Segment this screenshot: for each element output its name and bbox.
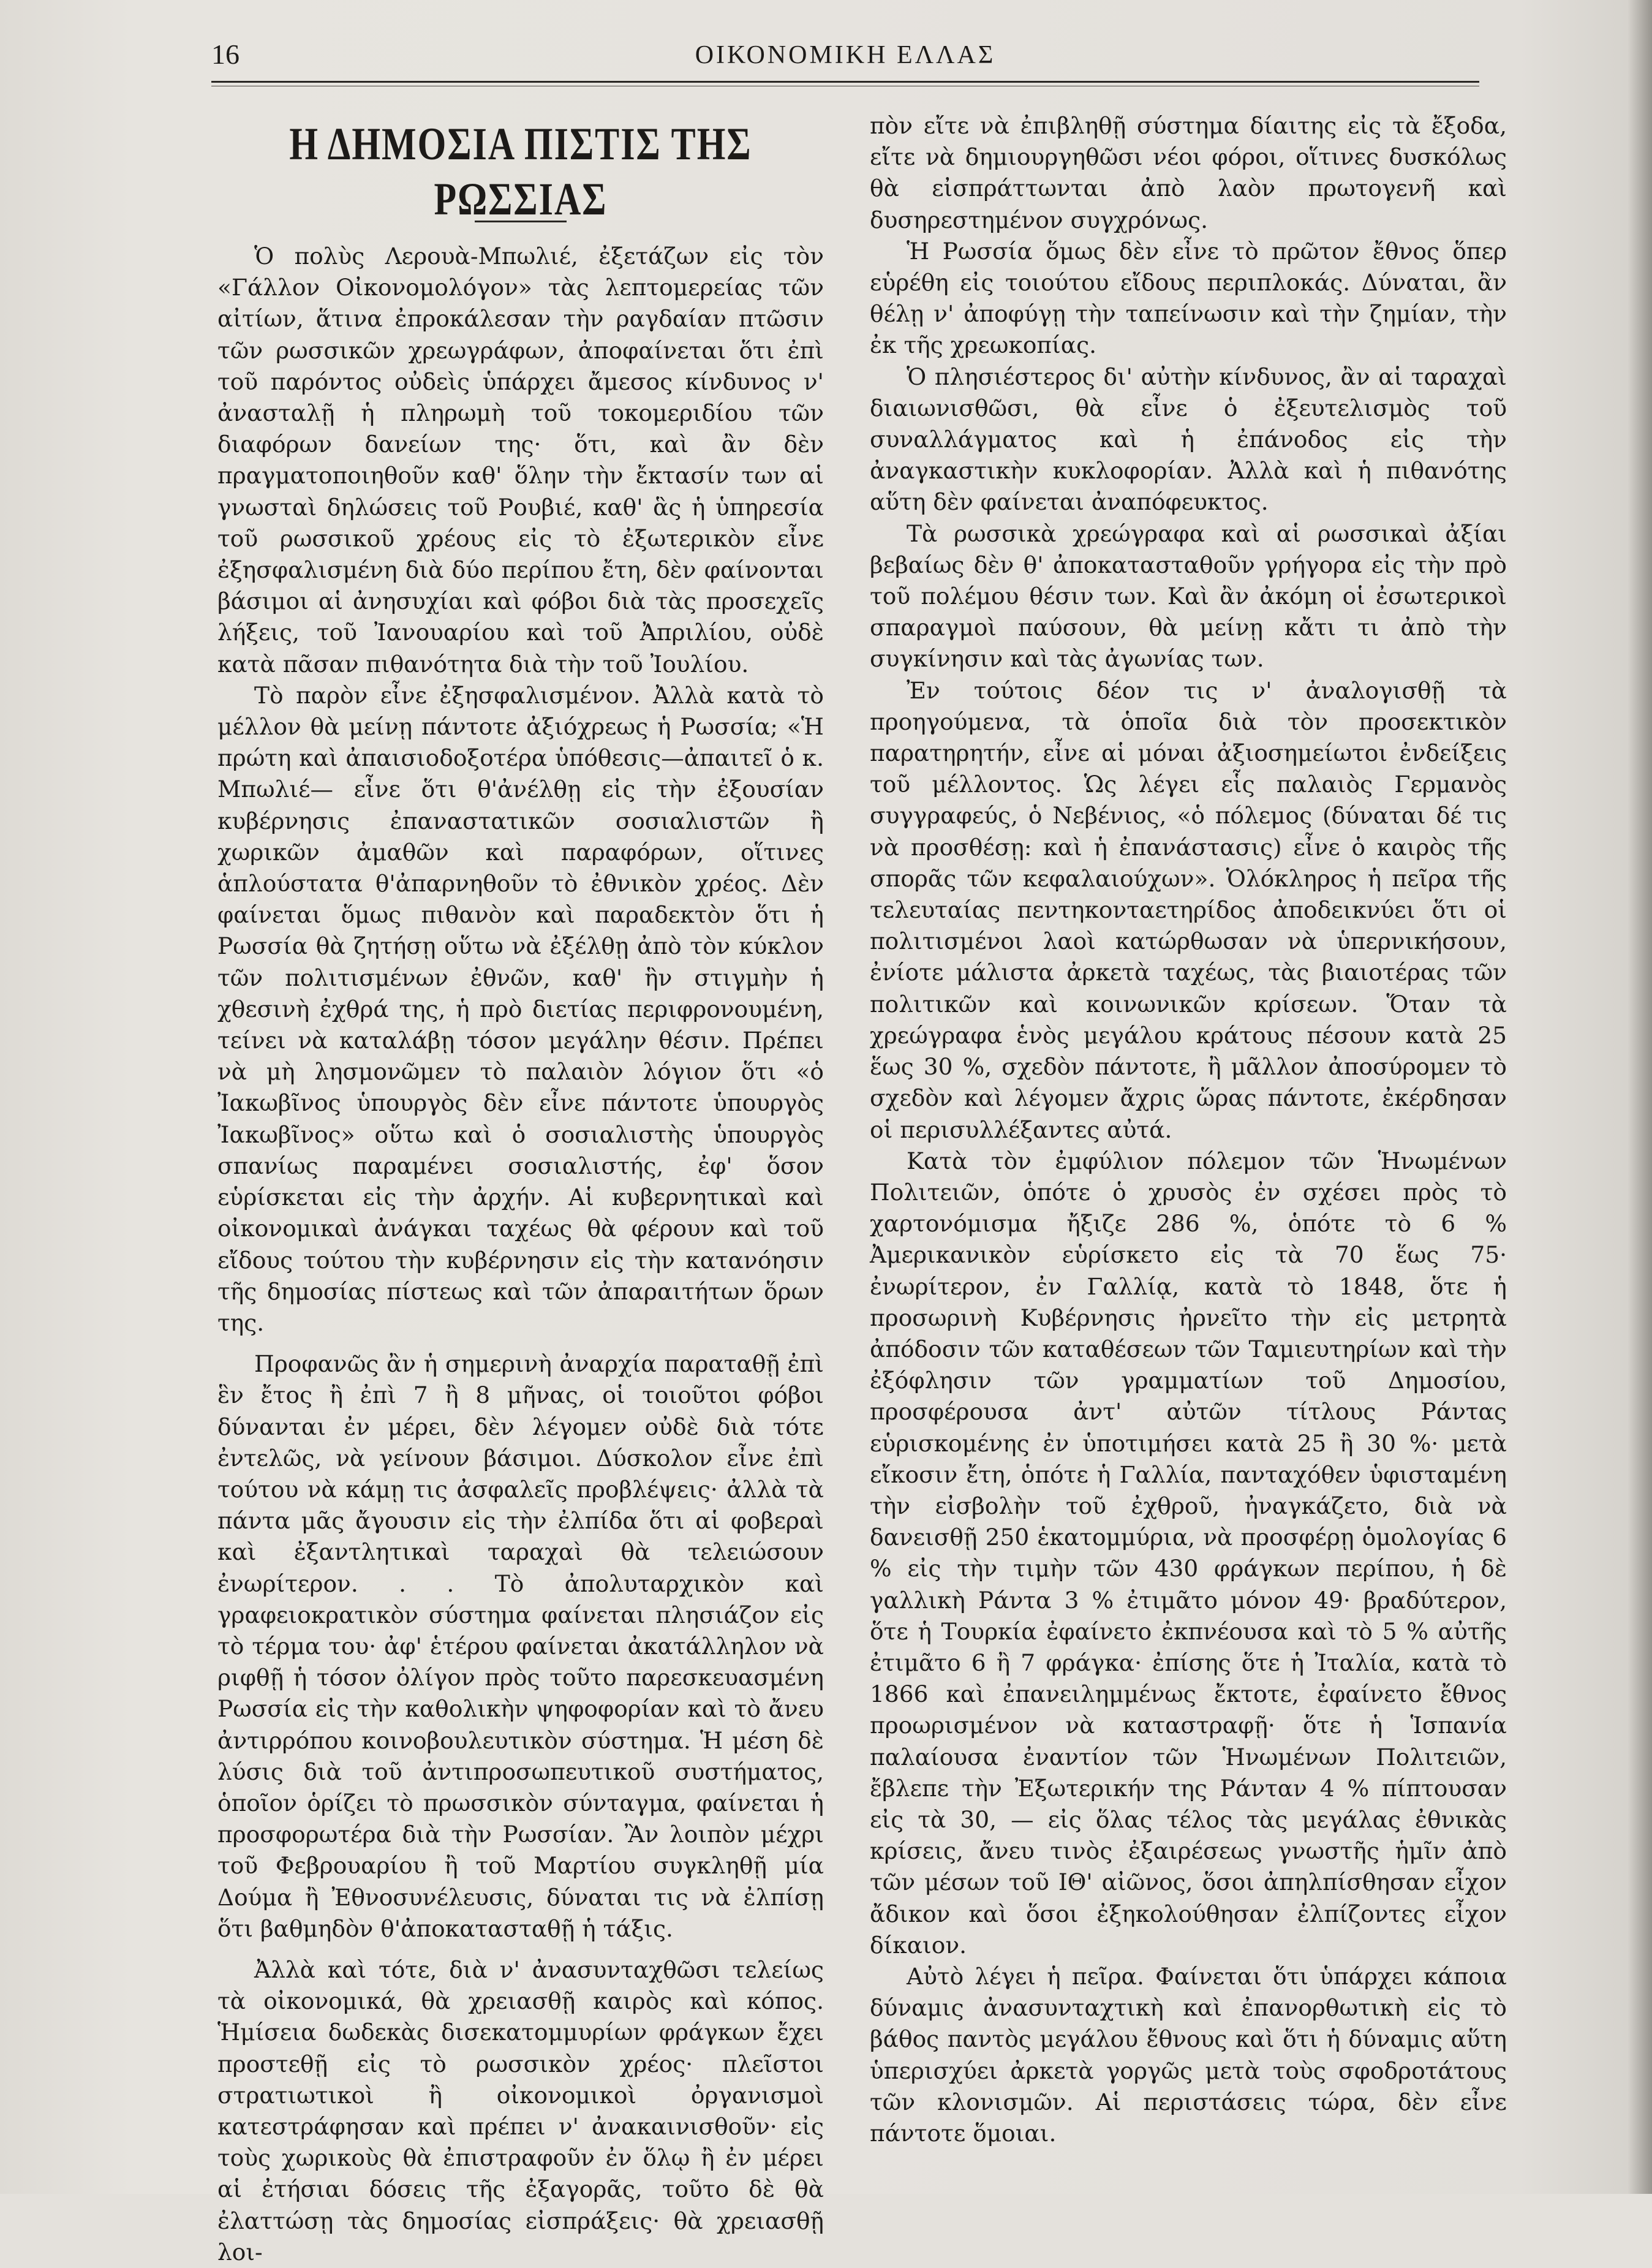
paragraph: Ἐν τούτοις δέον τις ν' ἀναλογισθῇ τὰ προηγούμενα, τὰ ὁποῖα διὰ τὸν προσεκτικὸν παρατηρητήν, εἶνε αἱ μόναι ἀξιοσημείωτοι ἐνδείξεις τοῦ μέλλοντος. Ὡς λέγει εἷς παλαιὸς Γερμανὸς συγγραφεύς, ὁ Νεβένιος, «ὁ πόλεμος (δύναται δέ τις νὰ προσθέσῃ: καὶ ἡ ἐπανάστασις) εἶνε ὁ καιρὸς τῆς σπορᾶς τῶν κεφαλαιούχων». Ὁλόκληρος ἡ πεῖρα τῆς τελευταίας πεντηκονταετηρίδος ἀποδεικνύει ὅτι οἱ πολιτισμένοι λαοὶ κατώρθωσαν νὰ ὑπερνικήσουν, ἐνίοτε μάλιστα ἀρκετὰ ταχέως, τὰς βιαιοτέρας τῶν πολιτικῶν καὶ κοινωνικῶν κρίσεων. Ὅταν τὰ χρεώγραφα ἑνὸς μεγάλου κράτους πέσουν κατὰ 25 ἕως 30 %, σχεδὸν πάντοτε, ἢ μᾶλλον ἀποσύρομεν τὸ σχεδὸν καὶ λέγομεν ἄχρις ὥρας πάντοτε, ἐκέρδησαν οἱ περισυλλέξαντες αὐτά. [870, 676, 1507, 1143]
article-title: Η ΔΗΜΟΣΙΑ ΠΙΣΤΙΣ ΤΗΣ ΡΩΣΣΙΑΣ [289, 118, 752, 225]
paragraph: Ὁ πολὺς Λερουὰ-Μπωλιέ, ἐξετάζων εἰς τὸν «Γάλλον Οἰκονομολόγον» τὰς λεπτομερείας τῶν αἰτίων, ἅτινα ἐπροκάλεσαν τὴν ραγδαίαν πτῶσιν τῶν ρωσσικῶν χρεωγράφων, ἀποφαίνεται ὅτι ἐπὶ τοῦ παρόντος οὐδεὶς ὑπάρχει ἄμεσος κίνδυνος ν' ἀνασταλῇ ἡ πληρωμὴ τοῦ τοκομεριδίου τῶν διαφόρων δανείων της· ὅτι, καὶ ἂν δὲν πραγματοποιηθοῦν καθ' ὅλην τὴν ἔκτασίν των αἱ γνωσταὶ δηλώσεις τοῦ Ρουβιέ, καθ' ἃς ἡ ὑπηρεσία τοῦ ρωσσικοῦ χρέους εἰς τὸ ἐξωτερικὸν εἶνε ἐξησφαλισμένη διὰ δύο περίπου ἔτη, δὲν φαίνονται βάσιμοι αἱ ἀνησυχίαι καὶ φόβοι διὰ τὰς προσεχεῖς λήξεις, τοῦ Ἰανουαρίου καὶ τοῦ Ἀπριλίου, οὐδὲ κατὰ πᾶσαν πιθανότητα διὰ τὴν τοῦ Ἰουλίου. [217, 243, 824, 678]
page-edge-shadow [1627, 0, 1652, 2194]
left-column [217, 110, 824, 2268]
paragraph: Κατὰ τὸν ἐμφύλιον πόλεμον τῶν Ἡνωμένων Πολιτειῶν, ὁπότε ὁ χρυσὸς ἐν σχέσει πρὸς τὸ χαρτονόμισμα ἤξιζε 286 %, ὁπότε τὸ 6 % Ἀμερικανικὸν εὑρίσκετο εἰς τὰ 70 ἕως 75· ἐνωρίτερον, ἐν Γαλλίᾳ, κατὰ τὸ 1848, ὅτε ἡ προσωρινὴ Κυβέρνησις ἠρνεῖτο τὴν εἰς μετρητὰ ἀπόδοσιν τῶν καταθέσεων τῶν Ταμιευτηρίων καὶ τὴν ἐξόφλησιν τῶν γραμματίων τοῦ Δημοσίου, προσφέρουσα ἀντ' αὐτῶν τίτλους Ράντας εὑρισκομένης ἐν ὑποτιμήσει κατὰ 25 ἢ 30 %· μετὰ εἴκοσιν ἔτη, ὁπότε ἡ Γαλλία, πανταχόθεν ὑφισταμένη τὴν εἰσβολὴν τοῦ ἐχθροῦ, ἠναγκάζετο, διὰ νὰ δανεισθῇ 250 ἑκατομμύρια, νὰ προσφέρῃ ὁμολογίας 6 % εἰς τὴν τιμὴν τῶν 430 φράγκων περίπου, ἡ δὲ γαλλικὴ Ράντα 3 % ἐτιμᾶτο μόνον 49· βραδύτερον, ὅτε ἡ Τουρκία ἐφαίνετο ἐκπνέουσα καὶ τὸ 5 % αὐτῆς ἐτιμᾶτο 6 ἢ 7 φράγκα· ἐπίσης ὅτε ἡ Ἰταλία, κατὰ τὸ 1866 καὶ ἐπανειλημμένως ἔκτοτε, ἐφαίνετο ἔθνος προωρισμένον νὰ καταστραφῇ· ὅτε ἡ Ἱσπανία παλαίουσα ἐναντίον τῶν Ἡνωμένων Πολιτειῶν, ἔβλεπε τὴν Ἐξωτερικήν της Ράνταν 4 % πίπτουσαν εἰς τὰ 30, — εἰς ὅλας τέλος τὰς μεγάλας ἐθνικὰς κρίσεις, ἄνευ τινὸς ἐξαιρέσεως γνωστῆς ἡμῖν ἀπὸ τῶν μέσων τοῦ ΙΘ' αἰῶνος, ὅσοι ἀπηλπίσθησαν εἶχον ἄδικον καὶ ὅσοι ἐξηκολούθησαν ἐλπίζοντες εἶχον δίκαιον. [870, 1147, 1507, 1959]
page-number: 16 [211, 39, 240, 70]
paragraph: Αὐτὸ λέγει ἡ πεῖρα. Φαίνεται ὅτι ὑπάρχει κάποια δύναμις ἀνασυνταχτικὴ καὶ ἐπανορθωτικὴ εἰς τὸ βάθος παντὸς μεγάλου ἔθνους καὶ ὅτι ἡ δύναμις αὕτη ὑπερισχύει ἀρκετὰ γοργῶς μετὰ τοὺς σφοδροτάτους τῶν κλονισμῶν. Αἱ περιστάσεις τώρα, δὲν εἶνε πάντοτε ὅμοιαι. [870, 1962, 1507, 2147]
paragraph: Τὰ ρωσσικὰ χρεώγραφα καὶ αἱ ρωσσικαὶ ἀξίαι βεβαίως δὲν θ' ἀποκατασταθοῦν γρήγορα εἰς τὴν πρὸ τοῦ πολέμου θέσιν των. Καὶ ἂν ἀκόμη οἱ ἐσωτερικοὶ σπαραγμοὶ παύσουν, θὰ μείνῃ κἄτι τι ἀπὸ τὴν συγκίνησιν καὶ τὰς ἀγωνίας των. [870, 520, 1507, 673]
right-column [870, 110, 1507, 2149]
paragraph: Ὁ πλησιέστερος δι' αὐτὴν κίνδυνος, ἂν αἱ ταραχαὶ διαιωνισθῶσι, θὰ εἶνε ὁ ἐξευτελισμὸς τοῦ συναλλάγματος καὶ ἡ ἐπάνοδος εἰς τὴν ἀναγκαστικὴν κυκλοφορίαν. Ἀλλὰ καὶ ἡ πιθανότης αὕτη δὲν φαίνεται ἀναπόφευκτος. [870, 363, 1507, 516]
paragraph: πὸν εἴτε νὰ ἐπιβληθῇ σύστημα δίαιτης εἰς τὰ ἔξοδα, εἴτε νὰ δημιουργηθῶσι νέοι φόροι, οἵτινες δυσκόλως θὰ εἰσπράττωνται ἀπὸ λαὸν πρωτογενῆ καὶ δυσηρεστημένον συγχρόνως. [870, 112, 1507, 233]
page-header [211, 38, 1479, 93]
header-rule [211, 81, 1479, 83]
paragraph: Προφανῶς ἂν ἡ σημερινὴ ἀναρχία παραταθῇ ἐπὶ ἓν ἔτος ἢ ἐπὶ 7 ἢ 8 μῆνας, οἱ τοιοῦτοι φόβοι δύνανται ἐν μέρει, δὲν λέγομεν οὐδὲ διὰ τότε ἐντελῶς, νὰ γείνουν βάσιμοι. Δύσκολον εἶνε ἐπὶ τούτου νὰ κάμῃ τις ἀσφαλεῖς προβλέψεις· ἀλλὰ τὰ πάντα μᾶς ἄγουσιν εἰς τὴν ἐλπίδα ὅτι αἱ φοβεραὶ καὶ ἐξαντλητικαὶ ταραχαὶ θὰ τελειώσουν ἐνωρίτερον. . . Τὸ ἀπολυταρχικὸν καὶ γραφειοκρατικὸν σύστημα φαίνεται πλησιάζον εἰς τὸ τέρμα του· ἀφ' ἑτέρου φαίνεται ἀκατάλληλον νὰ ριφθῇ ἡ τόσον ὀλίγον πρὸς τοῦτο παρεσκευασμένη Ρωσσία εἰς τὴν καθολικὴν ψηφοφορίαν καὶ τὸ ἄνευ ἀντιρρόπου κοινοβουλευτικὸν σύστημα. Ἡ μέση δὲ λύσις διὰ τοῦ ἀντιπροσωπευτικοῦ συστήματος, ὁποῖον ὁρίζει τὸ πρωσσικὸν σύνταγμα, φαίνεται ἡ προσφορωτέρα διὰ τὴν Ρωσσίαν. Ἂν λοιπὸν μέχρι τοῦ Φεβρουαρίου ἢ τοῦ Μαρτίου συγκληθῇ μία Δούμα ἢ Ἐθνοσυνέλευσις, δύναται τις νὰ ἐλπίσῃ ὅτι βαθμηδὸν θ'ἀποκατασταθῇ ἡ τάξις. [217, 1350, 824, 1942]
paragraph: Ἀλλὰ καὶ τότε, διὰ ν' ἀνασυνταχθῶσι τελείως τὰ οἰκονομικά, θὰ χρειασθῇ καιρὸς καὶ κόπος. Ἡμίσεια δωδεκὰς δισεκατομμυρίων φράγκων ἔχει προστεθῇ εἰς τὸ ρωσσικὸν χρέος· πλεῖστοι στρατιωτικοὶ ἢ οἰκονομικοὶ ὀργανισμοὶ κατεστράφησαν καὶ πρέπει ν' ἀνακαινισθοῦν· εἰς τοὺς χωρικοὺς θὰ ἐπιστραφοῦν ἐν ὅλῳ ἢ ἐν μέρει αἱ ἐτήσιαι δόσεις τῆς ἐξαγορᾶς, τοῦτο δὲ θὰ ἐλαττώσῃ τὰς δημοσίας εἰσπράξεις· θὰ χρειασθῇ λοι- [217, 1956, 824, 2266]
paragraph: Ἡ Ρωσσία ὅμως δὲν εἶνε τὸ πρῶτον ἔθνος ὅπερ εὑρέθη εἰς τοιούτου εἴδους περιπλοκάς. Δύναται, ἂν θέλῃ ν' ἀποφύγῃ τὴν ταπείνωσιν καὶ τὴν ζημίαν, τὴν ἐκ τῆς χρεωκοπίας. [870, 237, 1507, 359]
running-title: ΟΙΚΟΝΟΜΙΚΗ ΕΛΛΑΣ [695, 41, 996, 69]
paragraph: Τὸ παρὸν εἶνε ἐξησφαλισμένον. Ἀλλὰ κατὰ τὸ μέλλον θὰ μείνῃ πάντοτε ἀξιόχρεως ἡ Ρωσσία; «Ἡ πρώτη καὶ ἀπαισιοδοξοτέρα ὑπόθεσις—ἀπαιτεῖ ὁ κ. Μπωλιέ— εἶνε ὅτι θ'ἀνέλθῃ εἰς τὴν ἐξουσίαν κυβέρνησις ἐπαναστατικῶν σοσιαλιστῶν ἢ χωρικῶν ἀμαθῶν καὶ παραφόρων, οἵτινες ἁπλούστατα θ'ἀπαρνηθοῦν τὸ ἐθνικὸν χρέος. Δὲν φαίνεται ὅμως πιθανὸν καὶ παραδεκτὸν ὅτι ἡ Ρωσσία θὰ ζητήσῃ οὕτω νὰ ἐξέλθῃ ἀπὸ τὸν κύκλον τῶν πολιτισμένων ἐθνῶν, καθ' ἣν στιγμὴν ἡ χθεσινὴ ἐχθρά της, ἡ πρὸ διετίας περιφρονουμένη, τείνει νὰ καταλάβῃ τόσον μεγάλην θέσιν. Πρέπει νὰ μὴ λησμονῶμεν τὸ παλαιὸν λόγιον ὅτι «ὁ Ἰακωβῖνος ὑπουργὸς δὲν εἶνε πάντοτε ὑπουργὸς Ἰακωβῖνος» οὕτω καὶ ὁ σοσιαλιστὴς ὑπουργὸς σπανίως παραμένει σοσιαλιστής, ἐφ' ὅσον εὑρίσκεται εἰς τὴν ἀρχήν. Αἱ κυβερνητικαὶ καὶ οἰκονομικαὶ ἀνάγκαι ταχέως θὰ φέρουν καὶ τοῦ εἴδους τούτου τὴν κυβέρνησιν εἰς τὴν κατανόησιν τῆς δημοσίας πίστεως καὶ τῶν ἀπαραιτήτων ὅρων της. [217, 681, 824, 1336]
